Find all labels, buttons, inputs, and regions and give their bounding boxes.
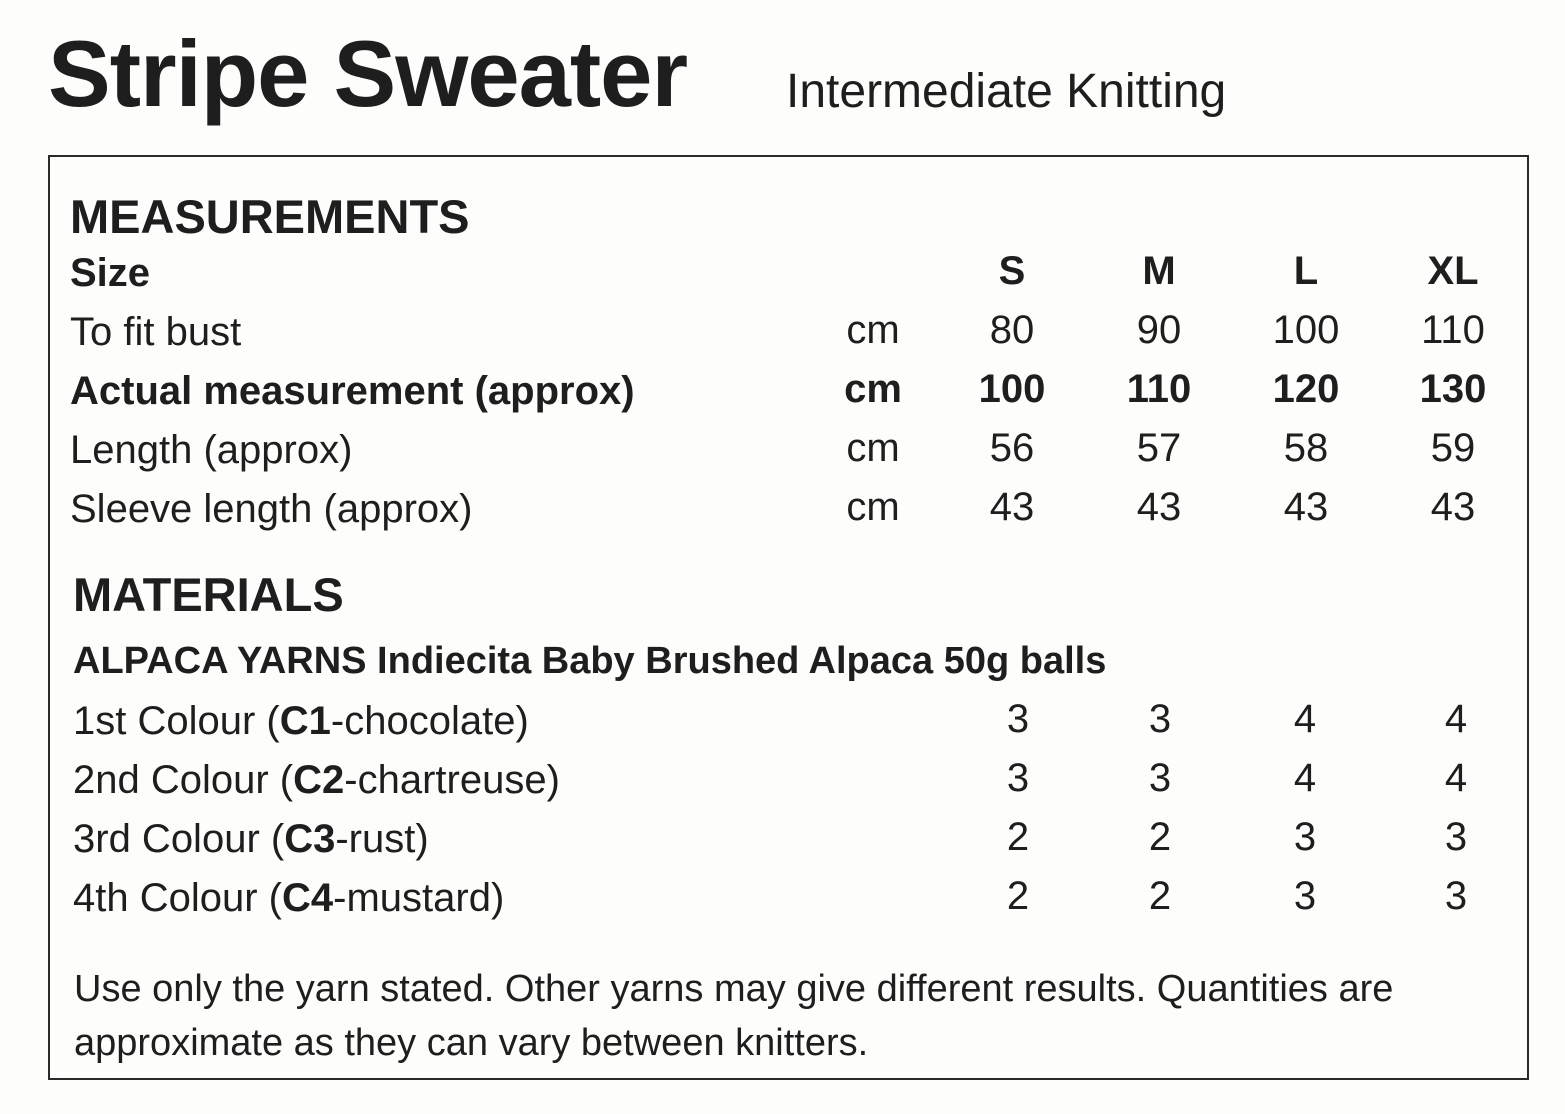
colour-name: -chartreuse) — [344, 758, 560, 802]
colour-prefix: 4th Colour ( — [73, 876, 282, 920]
colour-quantity: 4 — [1293, 697, 1317, 741]
colour-quantity: 2 — [1006, 815, 1030, 859]
colour-quantity: 2 — [1148, 874, 1172, 918]
measurement-row-label: Sleeve length (approx) — [70, 487, 473, 531]
measurement-value: 43 — [1283, 485, 1329, 529]
colour-name: -chocolate) — [330, 699, 529, 743]
measurement-value: 57 — [1136, 426, 1182, 470]
measurement-row-unit: cm — [846, 308, 900, 352]
measurement-value: 56 — [989, 426, 1035, 470]
yarn-note: Use only the yarn stated. Other yarns may give different results. Quantities are approximate as they can vary between knitters. — [74, 968, 1394, 1064]
measurement-row-unit: cm — [844, 367, 902, 411]
size-header-xl: XL — [1427, 249, 1479, 293]
page-title: Stripe Sweater — [48, 21, 688, 126]
colour-name: -rust) — [335, 817, 429, 861]
colour-quantity: 4 — [1444, 756, 1468, 800]
measurement-value: 130 — [1419, 367, 1487, 411]
page-subtitle: Intermediate Knitting — [786, 65, 1227, 118]
size-header-m: M — [1142, 249, 1176, 293]
colour-label — [73, 878, 504, 918]
measurement-value: 43 — [989, 485, 1035, 529]
colour-quantity: 2 — [1148, 815, 1172, 859]
colour-quantity: 2 — [1006, 874, 1030, 918]
measurement-value: 100 — [1272, 308, 1340, 352]
colour-label — [73, 701, 529, 741]
colour-quantity: 3 — [1444, 815, 1468, 859]
colour-quantity: 3 — [1006, 756, 1030, 800]
colour-prefix: 3rd Colour ( — [73, 817, 285, 861]
colour-prefix: 1st Colour ( — [73, 699, 280, 743]
measurement-value: 43 — [1136, 485, 1182, 529]
measurement-row-label: To fit bust — [70, 310, 242, 354]
measurements-heading: MEASUREMENTS — [70, 190, 470, 243]
colour-prefix: 2nd Colour ( — [73, 758, 294, 802]
size-header-s: S — [998, 249, 1026, 293]
measurement-value: 90 — [1136, 308, 1182, 352]
measurement-value: 80 — [989, 308, 1035, 352]
colour-label — [73, 819, 429, 859]
measurement-value: 100 — [978, 367, 1046, 411]
measurement-value: 120 — [1272, 367, 1340, 411]
pattern-info-panel — [48, 155, 1529, 1080]
colour-quantity: 3 — [1293, 874, 1317, 918]
colour-quantity: 3 — [1148, 756, 1172, 800]
measurement-value: 59 — [1430, 426, 1476, 470]
colour-code: C2 — [293, 758, 345, 802]
colour-quantity: 4 — [1444, 697, 1468, 741]
size-label: Size — [70, 251, 151, 295]
yarn-line: ALPACA YARNS Indiecita Baby Brushed Alpaca 50g balls — [73, 640, 1107, 682]
colour-quantity: 3 — [1006, 697, 1030, 741]
measurement-value: 110 — [1421, 308, 1485, 352]
measurement-value: 110 — [1126, 367, 1192, 411]
materials-heading: MATERIALS — [73, 568, 344, 621]
size-header-l: L — [1293, 249, 1319, 293]
measurement-row-label: Length (approx) — [70, 428, 353, 472]
measurement-row-unit: cm — [846, 426, 900, 470]
colour-code: C4 — [281, 876, 334, 920]
colour-quantity: 3 — [1444, 874, 1468, 918]
colour-quantity: 4 — [1293, 756, 1317, 800]
measurement-value: 43 — [1430, 485, 1476, 529]
measurement-value: 58 — [1283, 426, 1329, 470]
colour-quantity: 3 — [1148, 697, 1172, 741]
colour-code: C1 — [279, 699, 331, 743]
colour-name: -mustard) — [333, 876, 505, 920]
measurement-row-unit: cm — [846, 485, 900, 529]
colour-label — [73, 760, 560, 800]
colour-code: C3 — [284, 817, 336, 861]
measurement-row-label: Actual measurement (approx) — [70, 369, 635, 413]
colour-quantity: 3 — [1293, 815, 1317, 859]
